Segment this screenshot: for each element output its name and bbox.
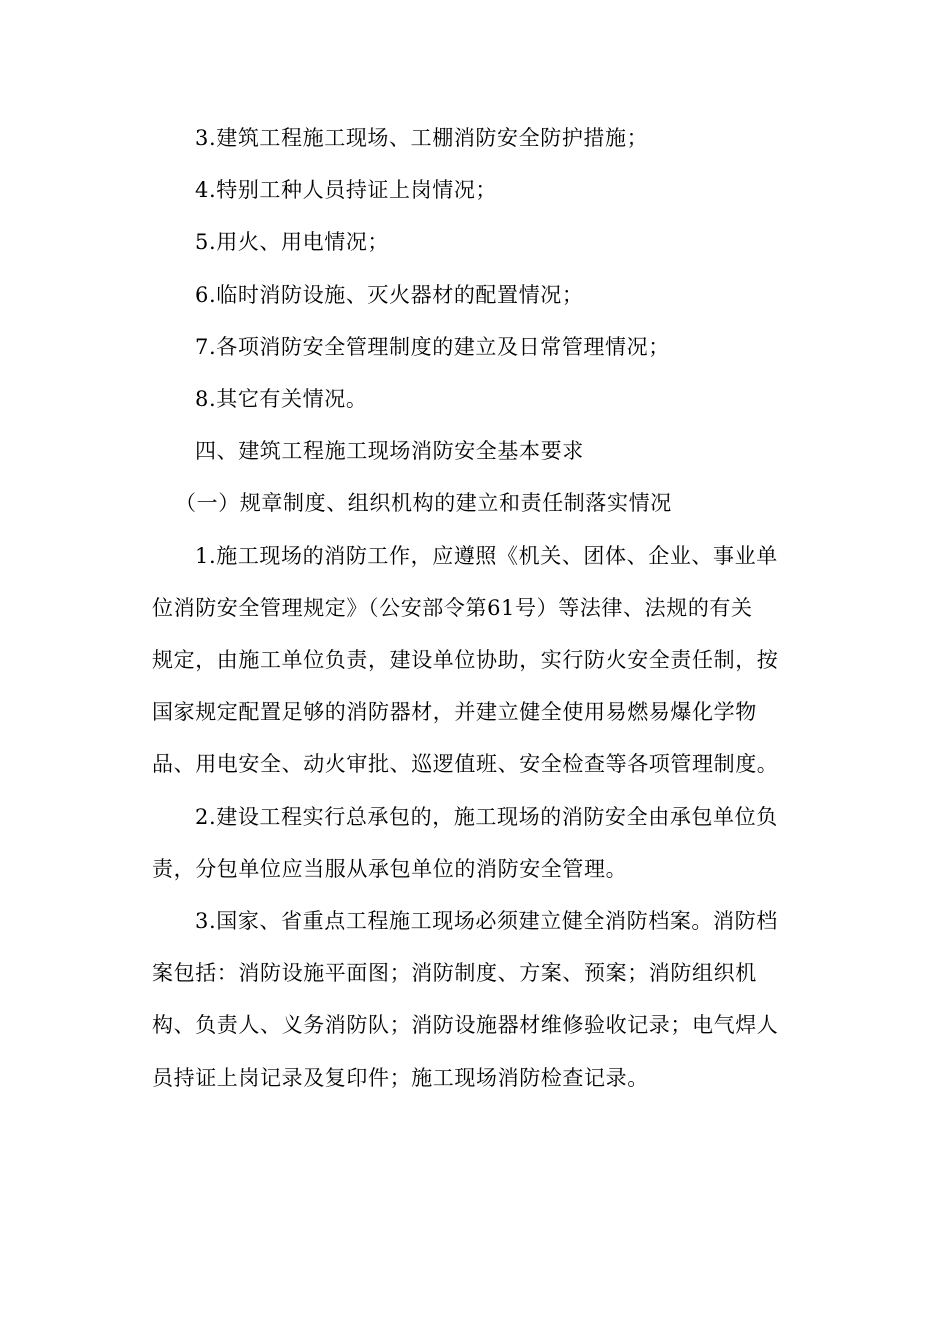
- paragraph-line: 案包括：消防设施平面图；消防制度、方案、预案；消防组织机: [152, 961, 757, 986]
- paragraph-line: 2.建设工程实行总承包的，施工现场的消防安全由承包单位负: [195, 804, 778, 829]
- paragraph-line: 品、用电安全、动火审批、巡逻值班、安全检查等各项管理制度。: [152, 752, 779, 777]
- paragraph-3: [152, 895, 798, 1104]
- list-item: 3.建筑工程施工现场、工棚消防安全防护措施；: [195, 126, 649, 150]
- list-item: 4.特别工种人员持证上岗情况；: [195, 178, 498, 203]
- list-item: 6.临时消防设施、灭火器材的配置情况；: [195, 282, 584, 307]
- paragraph-line: 责，分包单位应当服从承包单位的消防安全管理。: [152, 856, 628, 881]
- subsection-heading: （一）规章制度、组织机构的建立和责任制落实情况: [175, 491, 672, 516]
- paragraph-1: [152, 530, 798, 791]
- paragraph-line: 位消防安全管理规定》（公安部令第61号）等法律、法规的有关: [152, 595, 753, 620]
- document-body: [152, 112, 798, 1104]
- list-item: 8.其它有关情况。: [195, 387, 368, 412]
- paragraph-line: 规定，由施工单位负责，建设单位协助，实行防火安全责任制，按: [152, 648, 779, 673]
- paragraph-line: 国家规定配置足够的消防器材，并建立健全使用易燃易爆化学物: [152, 700, 757, 725]
- paragraph-2: [152, 791, 798, 895]
- list-item: 7.各项消防安全管理制度的建立及日常管理情况；: [195, 334, 670, 359]
- section-heading: 四、建筑工程施工现场消防安全基本要求: [195, 439, 584, 464]
- paragraph-line: 3.国家、省重点工程施工现场必须建立健全消防档案。消防档: [195, 909, 778, 934]
- paragraph-line: 构、负责人、义务消防队；消防设施器材维修验收记录；电气焊人: [152, 1013, 779, 1038]
- paragraph-line: 1.施工现场的消防工作，应遵照《机关、团体、企业、事业单: [195, 543, 778, 568]
- list-item: 5.用火、用电情况；: [195, 230, 390, 255]
- paragraph-line: 员持证上岗记录及复印件；施工现场消防检查记录。: [152, 1065, 649, 1090]
